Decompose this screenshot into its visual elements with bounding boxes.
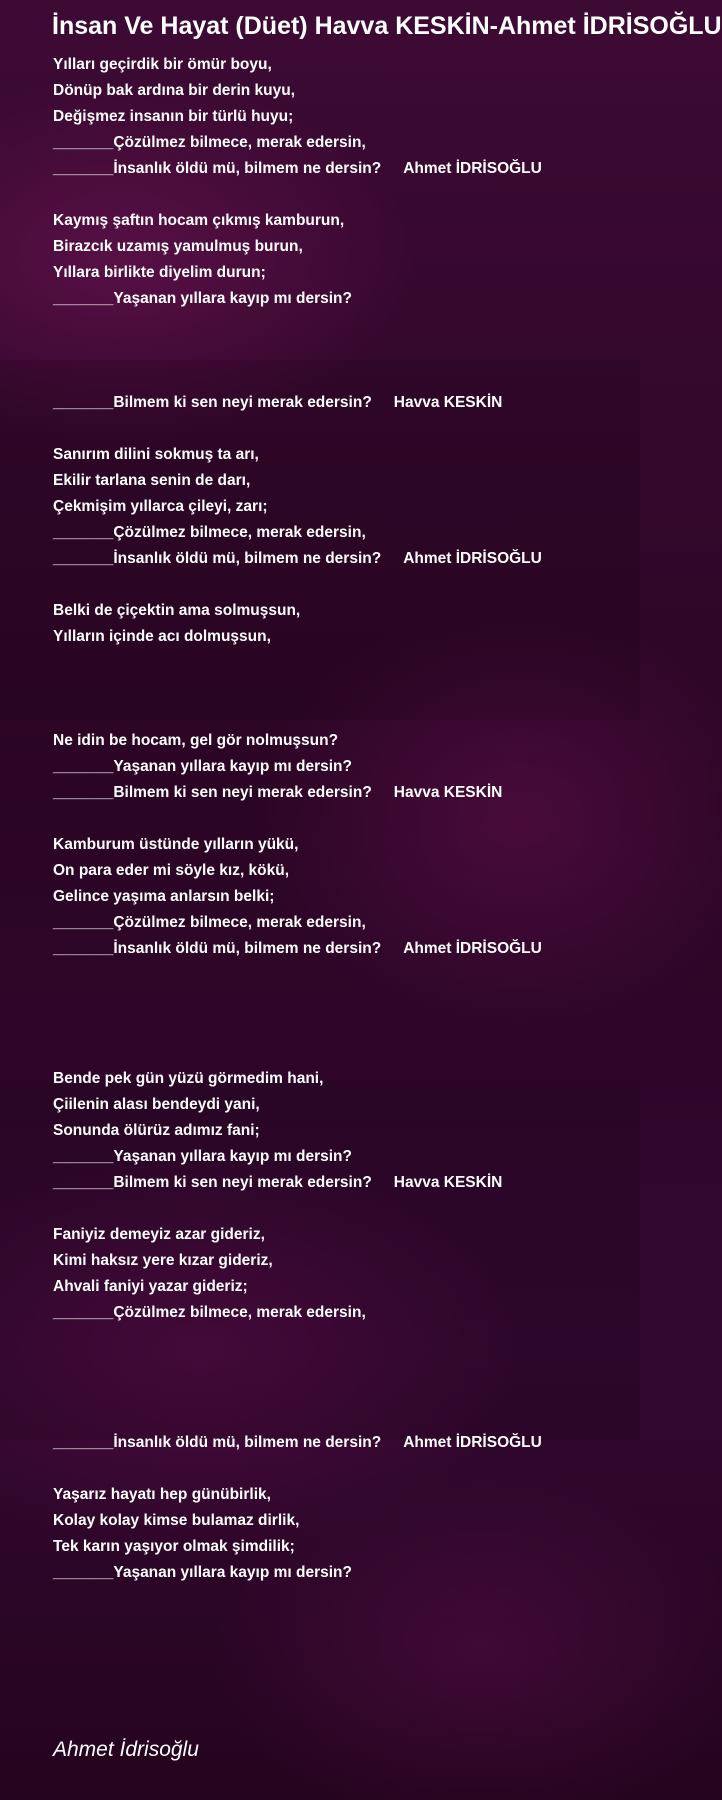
- poem-line: [53, 442, 633, 468]
- line-text: _______Çözülmez bilmece, merak edersin,: [53, 524, 366, 541]
- stanza: [53, 1066, 633, 1196]
- poem-line: [53, 494, 633, 520]
- stanza-gap: [53, 702, 633, 728]
- line-text: Yılların içinde acı dolmuşsun,: [53, 628, 271, 645]
- stanza-gap: [53, 312, 633, 338]
- line-text: _______Çözülmez bilmece, merak edersin,: [53, 134, 366, 151]
- stanza-gap: [53, 182, 633, 208]
- line-text: Kolay kolay kimse bulamaz dirlik,: [53, 1512, 300, 1529]
- line-text: _______Yaşanan yıllara kayıp mı dersin?: [53, 1564, 352, 1581]
- poem-line: [53, 1430, 633, 1456]
- poem-line: [53, 1170, 633, 1196]
- line-text: Belki de çiçektin ama solmuşsun,: [53, 602, 301, 619]
- poem-line: [53, 130, 633, 156]
- line-text: Değişmez insanın bir türlü huyu;: [53, 108, 294, 125]
- stanza: [53, 1430, 633, 1456]
- line-text: _______İnsanlık öldü mü, bilmem ne dersin?: [53, 940, 382, 957]
- stanza: [53, 208, 633, 312]
- stanza-gap: [53, 1404, 633, 1430]
- stanza-gap: [53, 364, 633, 390]
- poem-line: [53, 208, 633, 234]
- line-text: Çekmişim yıllarca çileyi, zarı;: [53, 498, 268, 515]
- line-text: _______Yaşanan yıllara kayıp mı dersin?: [53, 290, 352, 307]
- poem-line: [53, 52, 633, 78]
- line-text: Yaşarız hayatı hep günübirlik,: [53, 1486, 271, 1503]
- poem-line: [53, 1274, 633, 1300]
- line-text: On para eder mi söyle kız, kökü,: [53, 862, 290, 879]
- line-text: _______Yaşanan yıllara kayıp mı dersin?: [53, 758, 352, 775]
- poem-line: [53, 1534, 633, 1560]
- line-text: Ahvali faniyi yazar gideriz;: [53, 1278, 248, 1295]
- poem-line: [53, 156, 633, 182]
- stanza: [53, 1482, 633, 1586]
- line-text: _______Yaşanan yıllara kayıp mı dersin?: [53, 1148, 352, 1165]
- poem-line: [53, 624, 633, 650]
- line-text: _______Çözülmez bilmece, merak edersin,: [53, 1304, 366, 1321]
- poem-line: [53, 728, 633, 754]
- stanza: [53, 390, 633, 416]
- stanza-gap: [53, 676, 633, 702]
- poem-line: [53, 234, 633, 260]
- poem-line: [53, 286, 633, 312]
- poem-line: [53, 1222, 633, 1248]
- line-text: Yıllara birlikte diyelim durun;: [53, 264, 266, 281]
- line-author: Ahmet İDRİSOĞLU: [403, 940, 542, 957]
- stanza: [53, 728, 633, 806]
- poem-line: [53, 520, 633, 546]
- stanza-gap: [53, 806, 633, 832]
- line-text: Gelince yaşıma anlarsın belki;: [53, 888, 275, 905]
- line-text: Çiilenin alası bendeydi yani,: [53, 1096, 260, 1113]
- poem-line: [53, 910, 633, 936]
- poem-line: [53, 1248, 633, 1274]
- stanza-gap: [53, 962, 633, 988]
- stanza: [53, 598, 633, 650]
- line-author: Ahmet İDRİSOĞLU: [403, 160, 542, 177]
- poem-line: [53, 104, 633, 130]
- poem-line: [53, 1144, 633, 1170]
- stanza-gap: [53, 650, 633, 676]
- line-text: Faniyiz demeyiz azar gideriz,: [53, 1226, 265, 1243]
- stanza-gap: [53, 572, 633, 598]
- stanza-gap: [53, 1040, 633, 1066]
- line-text: Ekilir tarlana senin de darı,: [53, 472, 251, 489]
- line-text: _______İnsanlık öldü mü, bilmem ne dersin?: [53, 160, 382, 177]
- poem-line: [53, 1482, 633, 1508]
- line-text: Bende pek gün yüzü görmedim hani,: [53, 1070, 324, 1087]
- stanza: [53, 52, 633, 182]
- line-author: Ahmet İDRİSOĞLU: [403, 1434, 542, 1451]
- poem-line: [53, 1092, 633, 1118]
- stanza-gap: [53, 416, 633, 442]
- line-text: Kimi haksız yere kızar gideriz,: [53, 1252, 273, 1269]
- poem-line: [53, 78, 633, 104]
- poem-line: [53, 546, 633, 572]
- poem-title: İnsan Ve Hayat (Düet) Havva KESKİN-Ahmet İDRİSOĞLU: [52, 12, 722, 40]
- poem-line: [53, 832, 633, 858]
- stanza-gap: [53, 338, 633, 364]
- line-text: _______Bilmem ki sen neyi merak edersin?: [53, 784, 372, 801]
- line-text: Sanırım dilini sokmuş ta arı,: [53, 446, 259, 463]
- stanza-gap: [53, 1378, 633, 1404]
- line-text: Yılları geçirdik bir ömür boyu,: [53, 56, 272, 73]
- line-text: _______Çözülmez bilmece, merak edersin,: [53, 914, 366, 931]
- poem-line: [53, 390, 633, 416]
- poem-line: [53, 1118, 633, 1144]
- poem-line: [53, 1066, 633, 1092]
- poem-line: [53, 936, 633, 962]
- poem-line: [53, 858, 633, 884]
- stanza-gap: [53, 1352, 633, 1378]
- stanza: [53, 442, 633, 572]
- line-text: Kamburum üstünde yılların yükü,: [53, 836, 299, 853]
- line-author: Havva KESKİN: [393, 1174, 503, 1191]
- line-text: _______Bilmem ki sen neyi merak edersin?: [53, 394, 372, 411]
- line-text: _______İnsanlık öldü mü, bilmem ne dersin?: [53, 550, 382, 567]
- poem-line: [53, 598, 633, 624]
- line-author: Havva KESKİN: [393, 394, 503, 411]
- poem-line: [53, 468, 633, 494]
- stanza-gap: [53, 1456, 633, 1482]
- poem-line: [53, 780, 633, 806]
- stanza-gap: [53, 1196, 633, 1222]
- line-text: _______İnsanlık öldü mü, bilmem ne dersin?: [53, 1434, 382, 1451]
- poem-body: [53, 52, 633, 1586]
- poem-line: [53, 260, 633, 286]
- poem-line: [53, 754, 633, 780]
- poem-line: [53, 884, 633, 910]
- line-text: _______Bilmem ki sen neyi merak edersin?: [53, 1174, 372, 1191]
- line-text: Tek karın yaşıyor olmak şimdilik;: [53, 1538, 295, 1555]
- line-text: Dönüp bak ardına bir derin kuyu,: [53, 82, 296, 99]
- stanza: [53, 1222, 633, 1326]
- poem-line: [53, 1508, 633, 1534]
- stanza: [53, 832, 633, 962]
- line-text: Ne idin be hocam, gel gör nolmuşsun?: [53, 732, 339, 749]
- poem-line: [53, 1560, 633, 1586]
- line-author: Ahmet İDRİSOĞLU: [403, 550, 542, 567]
- poem-line: [53, 1300, 633, 1326]
- line-text: Sonunda ölürüz adımız fani;: [53, 1122, 260, 1139]
- stanza-gap: [53, 1014, 633, 1040]
- line-text: Kaymış şaftın hocam çıkmış kamburun,: [53, 212, 345, 229]
- stanza-gap: [53, 1326, 633, 1352]
- poet-signature: Ahmet İdrisoğlu: [53, 1738, 199, 1761]
- stanza-gap: [53, 988, 633, 1014]
- line-author: Havva KESKİN: [393, 784, 503, 801]
- line-text: Birazcık uzamış yamulmuş burun,: [53, 238, 303, 255]
